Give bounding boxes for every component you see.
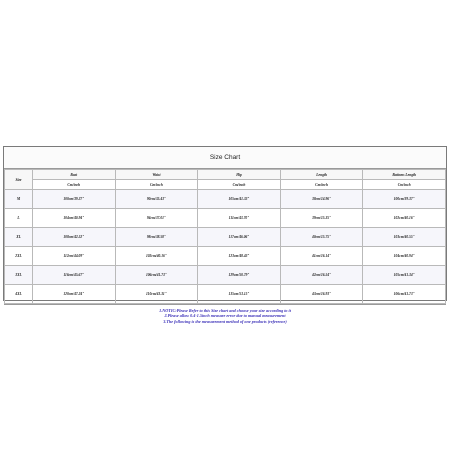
note-line: 2.Please allow 0.4-1.5inch measure error due to manual measurement <box>164 313 286 319</box>
size-cell: 2XL <box>5 247 33 266</box>
table-cell: 98cm/38.58" <box>115 228 198 247</box>
table-cell: 106cm/41.73" <box>115 266 198 285</box>
table-cell: 116cm/45.67" <box>33 266 116 285</box>
table-cell: 117cm/46.06" <box>198 228 281 247</box>
table-cell: 108cm/42.52" <box>33 228 116 247</box>
table-cell: 112cm/44.09" <box>33 247 116 266</box>
table-cell: 43cm/16.93" <box>280 285 363 304</box>
table-cell: 40cm/15.75" <box>280 228 363 247</box>
unit-label: Cm/inch <box>363 180 446 190</box>
unit-label: Cm/inch <box>33 180 116 190</box>
table-cell: 100cm/39.37" <box>33 190 116 209</box>
table-cell: 104cm/40.94" <box>33 209 116 228</box>
table-cell: 41cm/16.14" <box>280 247 363 266</box>
unit-label: Cm/inch <box>198 180 281 190</box>
table-row <box>5 285 446 304</box>
table-cell: 103cm/40.55" <box>363 228 446 247</box>
table-cell: 42cm/16.54" <box>280 266 363 285</box>
size-chart <box>3 146 447 324</box>
table-row <box>5 228 446 247</box>
size-cell: M <box>5 190 33 209</box>
header-bust: Bust <box>33 170 116 180</box>
size-cell: 4XL <box>5 285 33 304</box>
unit-row <box>5 180 446 190</box>
table-cell: 102cm/40.16" <box>363 209 446 228</box>
table-cell: 110cm/43.31" <box>115 285 198 304</box>
table-cell: 120cm/47.24" <box>33 285 116 304</box>
table-cell: 123cm/48.43" <box>198 247 281 266</box>
size-cell: XL <box>5 228 33 247</box>
header-length: Length <box>280 170 363 180</box>
size-table <box>4 169 446 304</box>
unit-label: Cm/inch <box>280 180 363 190</box>
note-line: 1.NOTIC:Please Refer to this Size chart and choose your size according to it <box>159 308 291 314</box>
table-cell: 102cm/40.16" <box>115 247 198 266</box>
table-cell: 105cm/41.34" <box>363 266 446 285</box>
note-line: 3.The following is the measurement method of one products (reference) <box>163 318 287 324</box>
table-cell: 135cm/53.15" <box>198 285 281 304</box>
header-size: Size <box>5 170 33 190</box>
table-cell: 106cm/41.73" <box>363 285 446 304</box>
table-cell: 111cm/43.70" <box>198 209 281 228</box>
header-hip: Hip <box>198 170 281 180</box>
table-row <box>5 190 446 209</box>
table-cell: 100cm/39.37" <box>363 190 446 209</box>
header-bottoms-length: Bottoms Length <box>363 170 446 180</box>
notes-block <box>4 304 446 327</box>
table-cell: 38cm/14.96" <box>280 190 363 209</box>
table-row <box>5 266 446 285</box>
table-cell: 104cm/40.94" <box>363 247 446 266</box>
table-cell: 129cm/50.79" <box>198 266 281 285</box>
table-cell: 94cm/37.01" <box>115 209 198 228</box>
table-cell: 39cm/15.35" <box>280 209 363 228</box>
table-row <box>5 209 446 228</box>
size-cell: 3XL <box>5 266 33 285</box>
size-cell: L <box>5 209 33 228</box>
table-row <box>5 247 446 266</box>
table-cell: 90cm/35.43" <box>115 190 198 209</box>
header-row <box>5 170 446 180</box>
unit-label: Cm/inch <box>115 180 198 190</box>
header-waist: Waist <box>115 170 198 180</box>
table-cell: 105cm/41.33" <box>198 190 281 209</box>
chart-title: Size Chart <box>4 147 446 169</box>
